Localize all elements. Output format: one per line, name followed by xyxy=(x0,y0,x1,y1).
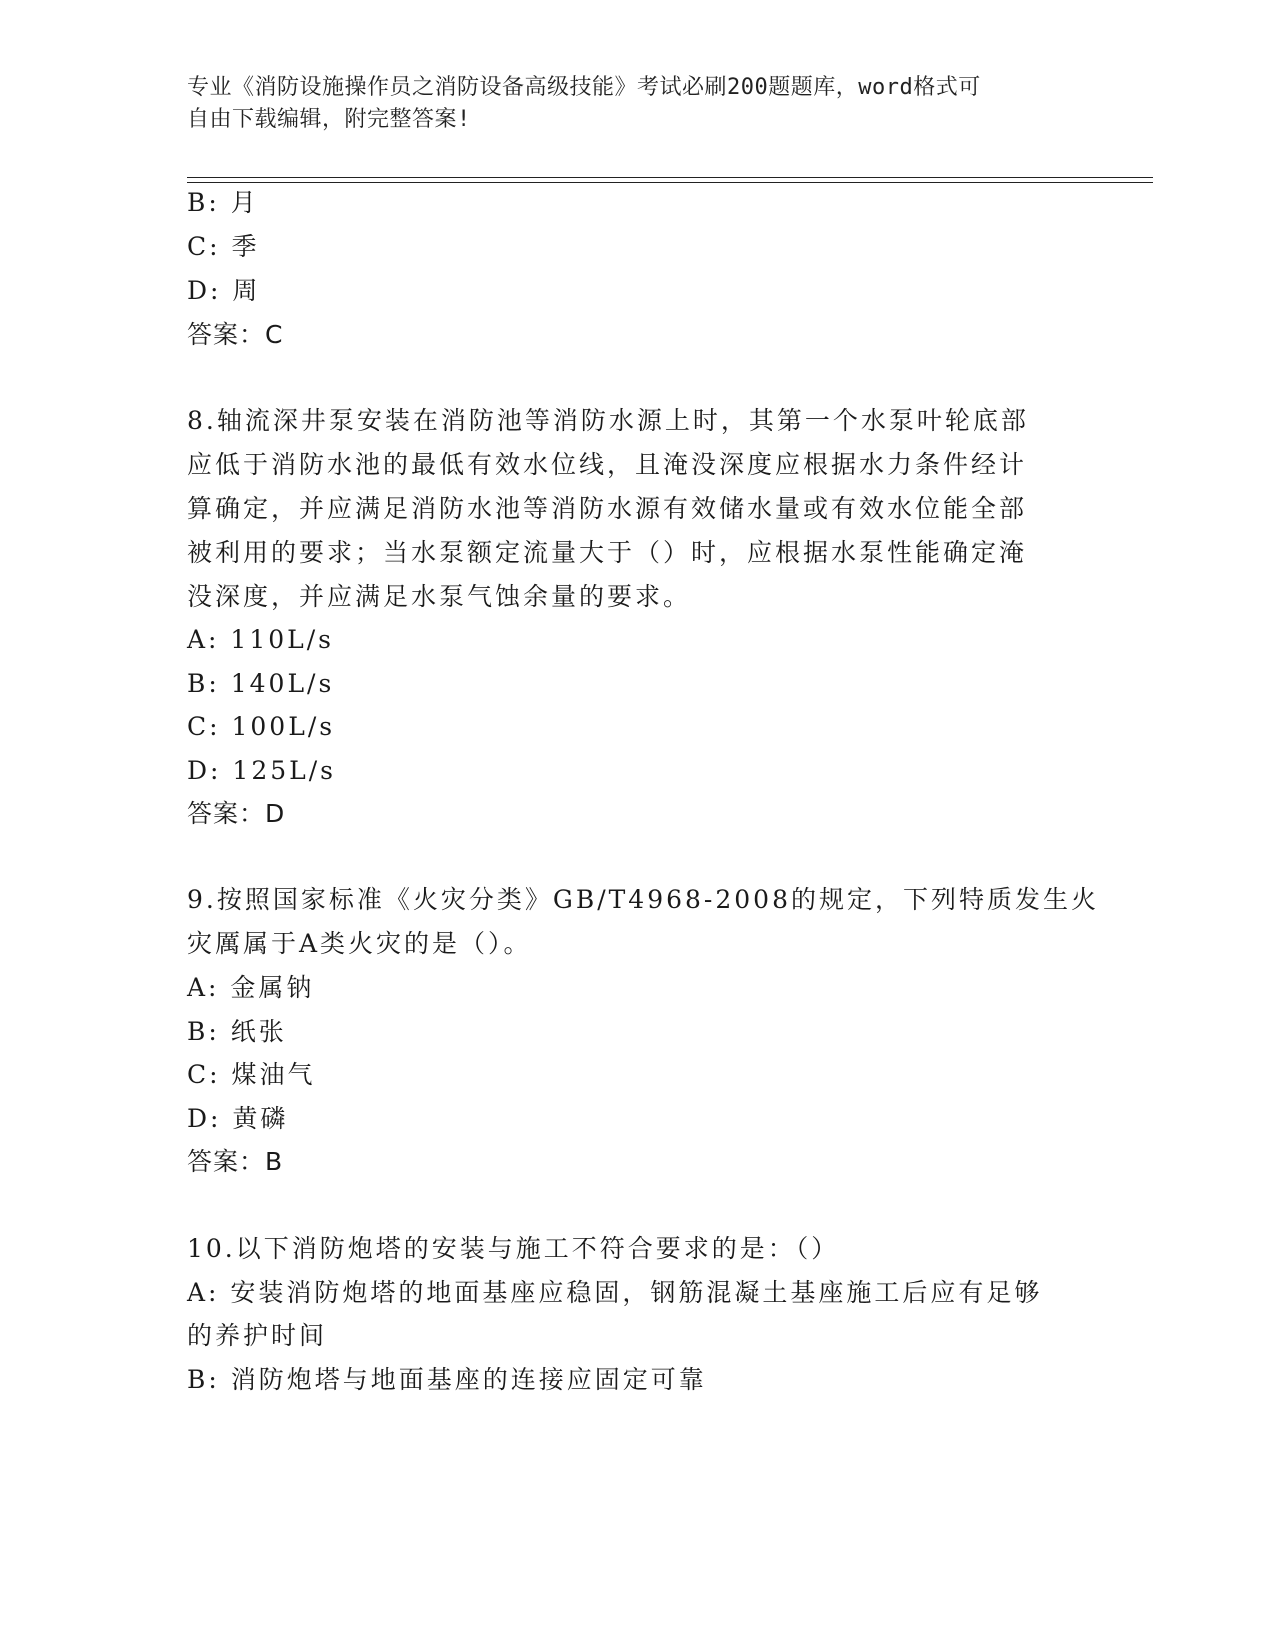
q9-option-a: A: 金属钠 xyxy=(187,973,315,1002)
q9-stem-line-2: 灾厲属于A类火灾的是（）。 xyxy=(187,929,532,958)
q8-option-b: B: 140L/s xyxy=(187,669,335,698)
q7-answer: 答案：C xyxy=(187,320,284,349)
q9-stem-line-1: 9.按照国家标准《火灾分类》GB/T4968-2008的规定，下列特质发生火 xyxy=(187,885,1099,914)
q9-option-d: D: 黄磷 xyxy=(187,1104,289,1133)
q8-stem-line-5: 没深度，并应满足水泵气蚀余量的要求。 xyxy=(187,582,692,611)
header-divider-thin xyxy=(187,182,1153,183)
q10-option-b: B: 消防炮塔与地面基座的连接应固定可靠 xyxy=(187,1365,707,1394)
document-header xyxy=(187,72,1067,136)
q8-stem-line-1: 8.轴流深井泵安装在消防池等消防水源上时，其第一个水泵叶轮底部 xyxy=(187,406,1029,435)
q9-answer: 答案：B xyxy=(187,1147,284,1176)
q10-stem-line-1: 10.以下消防炮塔的安装与施工不符合要求的是：（） xyxy=(187,1234,840,1263)
header-divider-thick xyxy=(187,177,1153,178)
header-line-1: 专业《消防设施操作员之消防设备高级技能》考试必刷200题题库，word格式可 xyxy=(187,75,981,100)
q8-option-c: C: 100L/s xyxy=(187,712,336,741)
header-line-2: 自由下载编辑，附完整答案! xyxy=(187,107,471,132)
q10-option-a-line-1: A: 安装消防炮塔的地面基座应稳固，钢筋混凝土基座施工后应有足够 xyxy=(187,1278,1043,1307)
q9-option-c: C: 煤油气 xyxy=(187,1060,316,1089)
q8-answer: 答案：D xyxy=(187,799,286,828)
q8-option-d: D: 125L/s xyxy=(187,756,336,785)
q7-option-b: B: 月 xyxy=(187,188,259,217)
q10-option-a-line-2: 的养护时间 xyxy=(187,1321,328,1350)
q7-option-c: C: 季 xyxy=(187,232,260,261)
q8-option-a: A: 110L/s xyxy=(187,625,334,654)
q8-stem-line-3: 算确定，并应满足消防水池等消防水源有效储水量或有效水位能全部 xyxy=(187,494,1028,523)
q7-option-d: D: 周 xyxy=(187,276,261,305)
q9-option-b: B: 纸张 xyxy=(187,1017,287,1046)
q8-stem-line-2: 应低于消防水池的最低有效水位线，且淹没深度应根据水力条件经计 xyxy=(187,450,1028,479)
q8-stem-line-4: 被利用的要求；当水泵额定流量大于（）时，应根据水泵性能确定淹 xyxy=(187,538,1028,567)
